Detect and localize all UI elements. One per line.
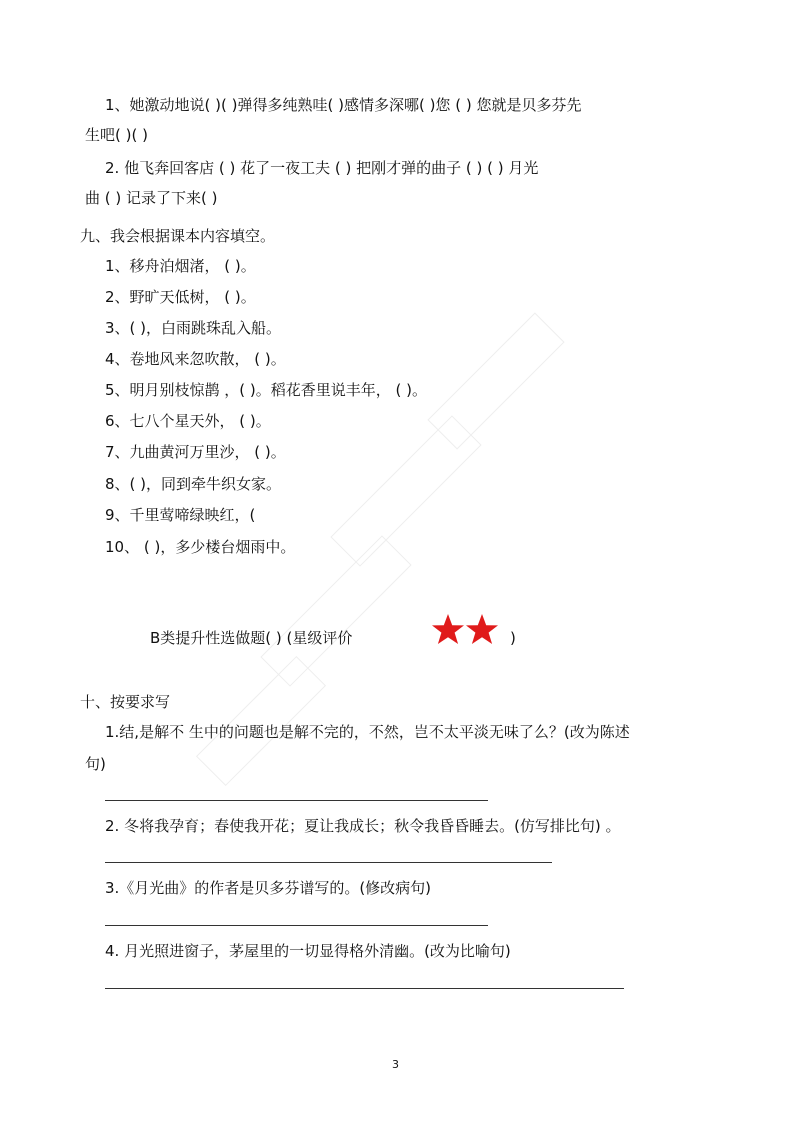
rewrite-question-3: 3.《月光曲》的作者是贝多芬谱写的。(修改病句) [105,879,432,897]
poem-fill-item-4: 4、卷地风来忽吹散， ( )。 [105,350,286,368]
punctuation-question-2-line2: 曲 ( ) 记录了下来( ) [85,189,218,207]
punctuation-question-1-line2: 生吧( )( ) [85,126,148,144]
page-number: 3 [392,1058,399,1071]
punctuation-question-1-line1: 1、她激动地说( )( )弹得多纯熟哇( )感情多深哪( )您 ( ) 您就是贝多芬先 [105,96,582,114]
star-icon [432,614,464,644]
rewrite-question-1-line2: 句) [85,755,106,773]
poem-fill-item-9: 9、千里莺啼绿映红，( [105,506,256,524]
optional-section-close: ) [510,629,516,647]
section-9-heading: 九、我会根据课本内容填空。 [80,227,276,245]
answer-line-2[interactable] [105,862,552,863]
rewrite-question-2: 2. 冬将我孕育；春使我开花；夏让我成长；秋令我昏昏睡去。(仿写排比句) 。 [105,817,621,835]
answer-line-3[interactable] [105,925,488,926]
star-rating-icon [430,613,502,649]
poem-fill-item-2: 2、野旷天低树， ( )。 [105,288,256,306]
poem-fill-item-10: 10、 ( )，多少楼台烟雨中。 [105,538,296,556]
poem-fill-item-8: 8、( )，同到牵牛织女家。 [105,475,282,493]
rewrite-question-1-line1: 1.结,是解不 生中的问题也是解不完的，不然，岂不太平淡无味了么？(改为陈述 [105,723,630,741]
watermark-shape [330,415,481,566]
star-icon [466,614,498,644]
rewrite-question-4: 4. 月光照进窗子，茅屋里的一切显得格外清幽。(改为比喻句) [105,942,511,960]
watermark-shape [260,535,411,686]
answer-line-4[interactable] [105,988,624,989]
poem-fill-item-7: 7、九曲黄河万里沙， ( )。 [105,443,286,461]
section-10-heading: 十、按要求写 [80,693,171,711]
punctuation-question-2-line1: 2. 他飞奔回客店 ( ) 花了一夜工夫 ( ) 把刚才弹的曲子 ( ) ( ) 月光 [105,159,539,177]
poem-fill-item-5: 5、明月别枝惊鹊 ，( )。稻花香里说丰年， ( )。 [105,381,428,399]
poem-fill-item-1: 1、移舟泊烟渚， ( )。 [105,257,256,275]
poem-fill-item-6: 6、七八个星天外， ( )。 [105,412,271,430]
watermark-shape [196,656,326,786]
answer-line-1[interactable] [105,800,488,801]
poem-fill-item-3: 3、( )，白雨跳珠乱入船。 [105,319,282,337]
optional-section-label: B类提升性选做题( ) (星级评价 [150,629,353,647]
